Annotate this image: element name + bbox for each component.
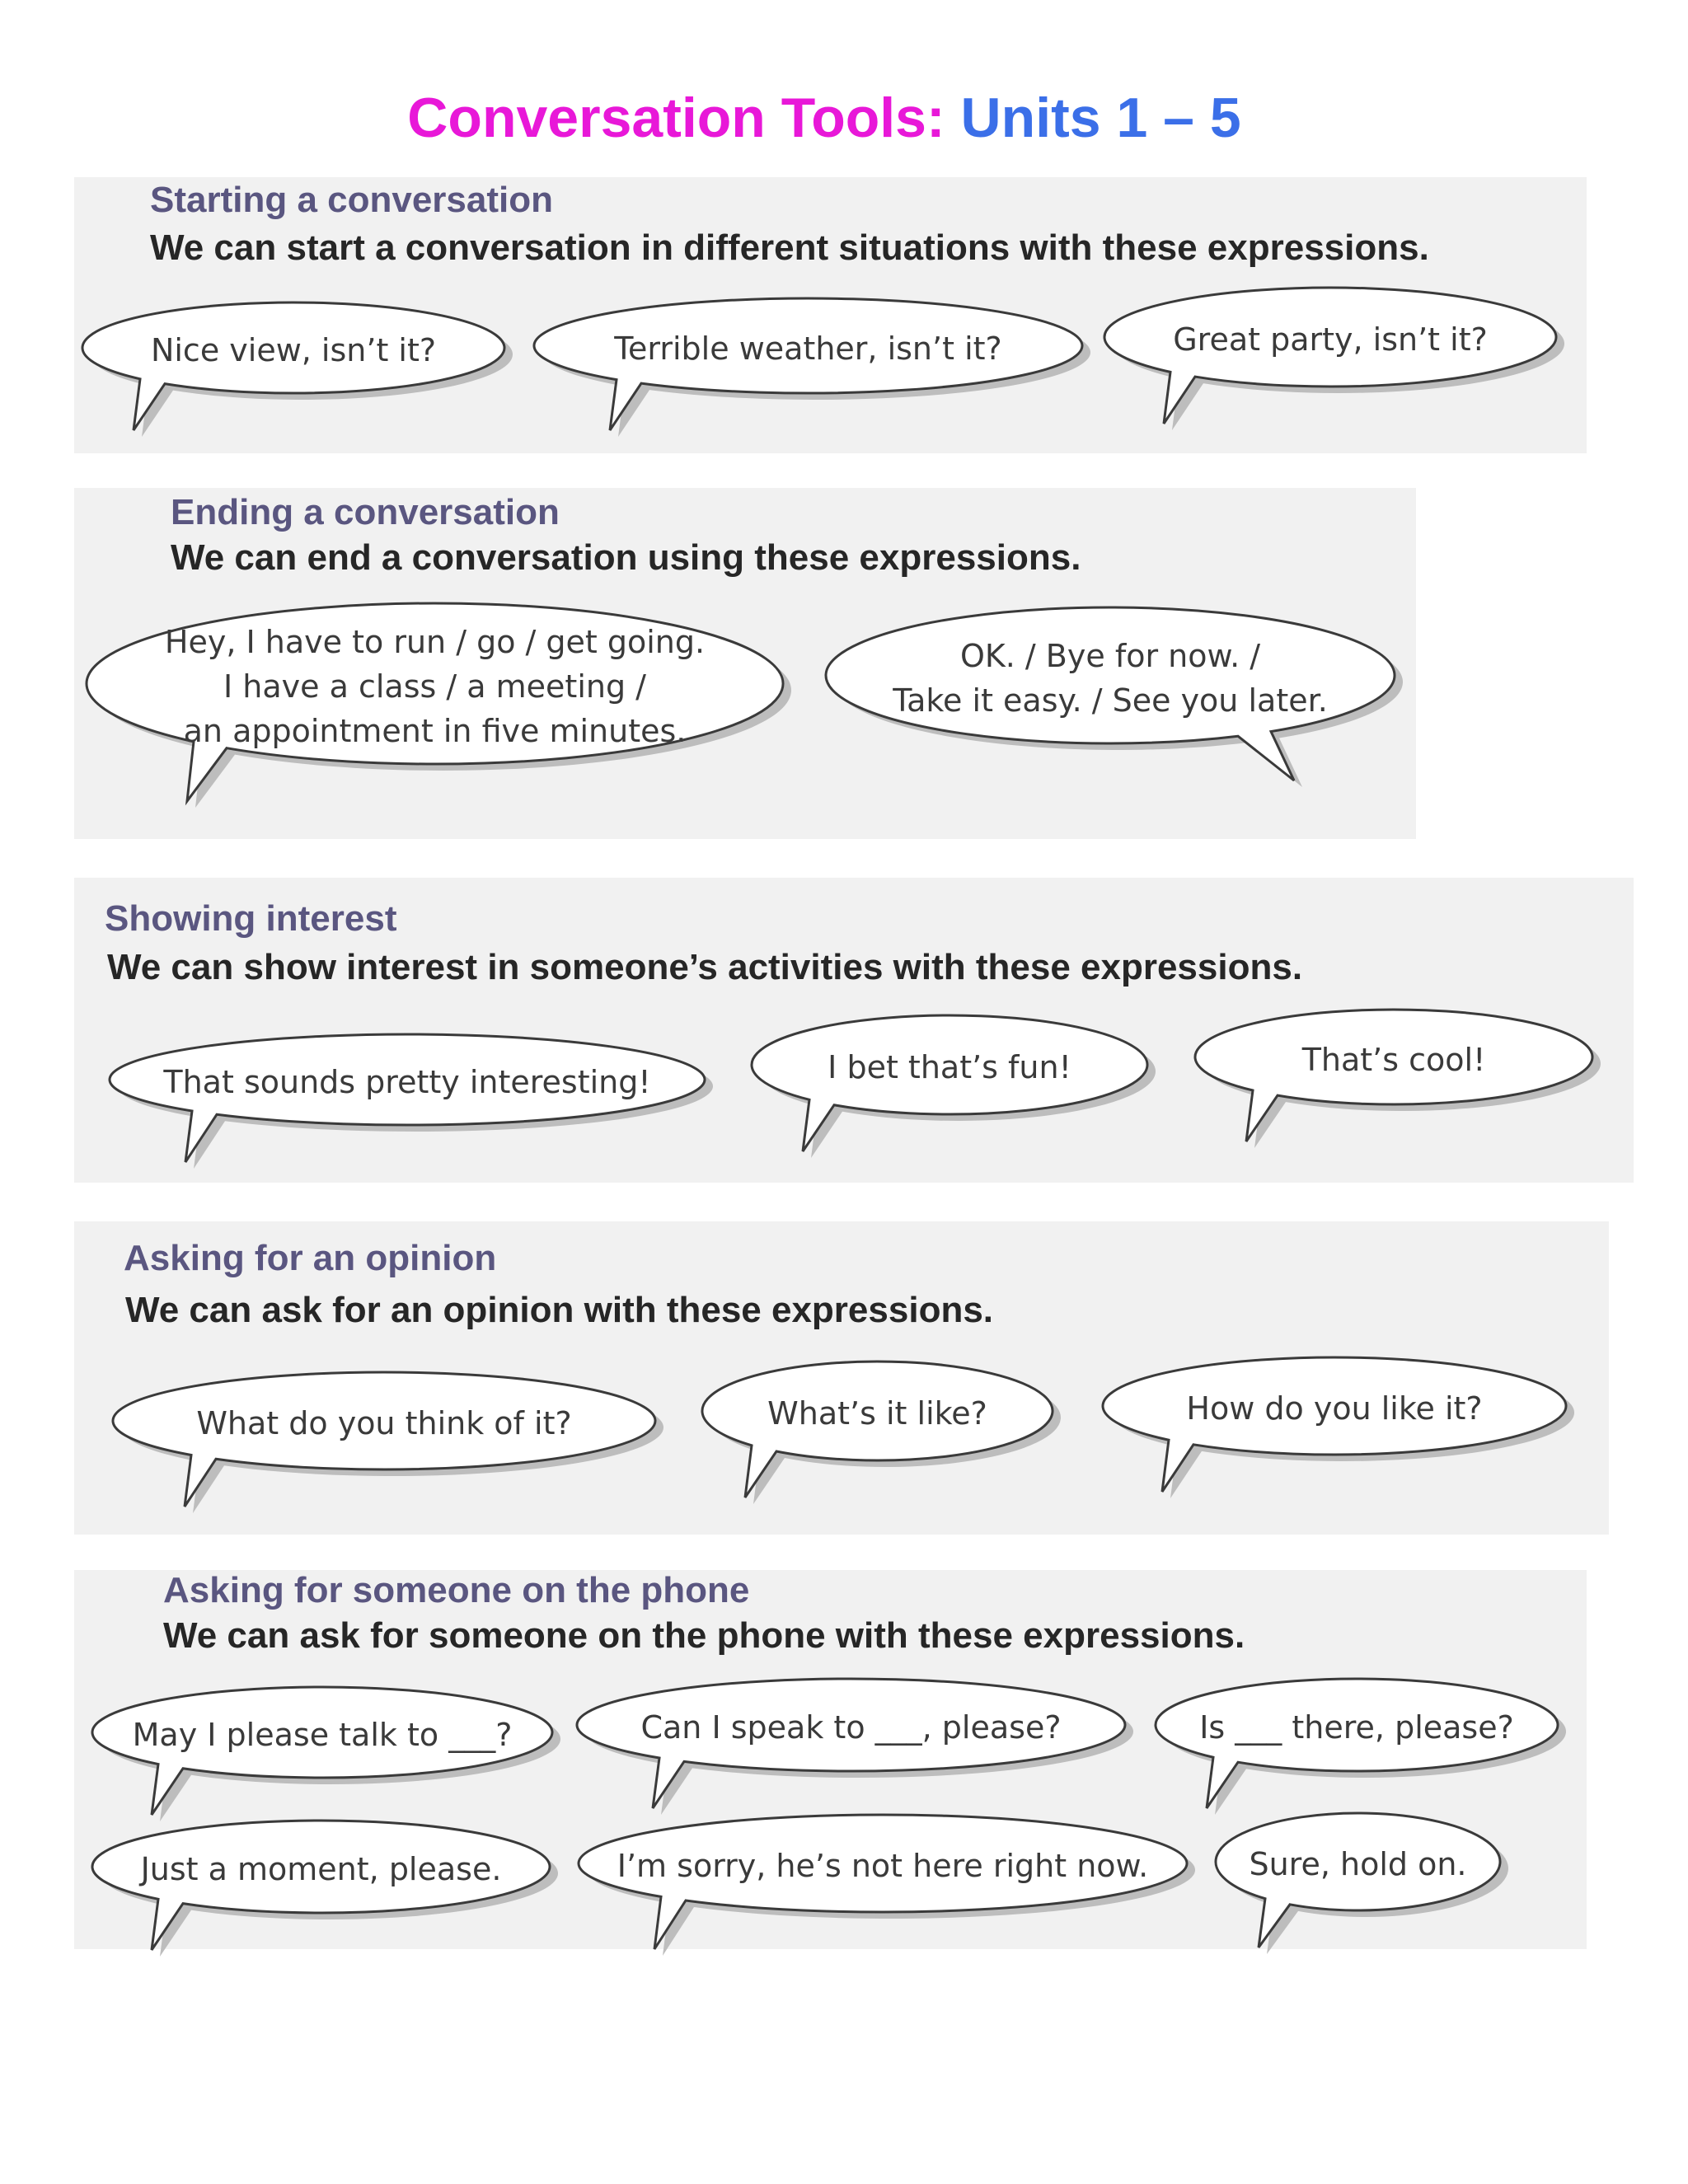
section-heading: Asking for an opinion	[124, 1238, 497, 1278]
speech-bubble-line: Can I speak to ___, please?	[640, 1709, 1062, 1746]
page-title-part2: Units 1 – 5	[960, 87, 1241, 149]
speech-bubble-text	[113, 1401, 655, 1446]
speech-bubble	[113, 1375, 655, 1472]
speech-bubble	[1216, 1816, 1500, 1913]
speech-bubble-line: May I please talk to ___?	[132, 1717, 513, 1753]
speech-bubble-text	[534, 326, 1082, 371]
speech-bubble-text	[826, 634, 1395, 723]
speech-bubble-shape	[82, 305, 516, 445]
section-heading: Ending a conversation	[171, 492, 560, 532]
speech-bubble-text	[1103, 1386, 1566, 1431]
speech-bubble-text	[1216, 1842, 1500, 1886]
speech-bubble	[1103, 1360, 1566, 1457]
speech-bubble-shape	[1156, 1681, 1569, 1823]
speech-bubble-text	[1104, 317, 1556, 362]
speech-bubble-shape	[534, 301, 1094, 445]
speech-bubble-line: Sure, hold on.	[1249, 1846, 1467, 1882]
speech-bubble	[110, 1037, 705, 1127]
speech-bubble	[87, 606, 783, 766]
speech-bubble-line: I’m sorry, he’s not here right now.	[617, 1848, 1149, 1884]
speech-bubble	[534, 301, 1082, 396]
speech-bubble-text	[579, 1844, 1187, 1888]
speech-bubble-shape	[579, 1817, 1198, 1964]
speech-bubble	[92, 1690, 552, 1780]
speech-bubble-shape	[1216, 1816, 1512, 1962]
speech-bubble-line: Terrible weather, isn’t it?	[614, 330, 1002, 367]
page-title	[0, 86, 1648, 150]
speech-bubble	[92, 1823, 550, 1915]
speech-bubble-shape	[1195, 1012, 1604, 1156]
speech-bubble-text	[1195, 1038, 1592, 1082]
speech-bubble-shape	[110, 1037, 716, 1177]
section-subheading: We can end a conversation using these expressions.	[171, 537, 1081, 578]
speech-bubble-line: Is ___ there, please?	[1199, 1709, 1514, 1746]
speech-bubble-text	[92, 1713, 552, 1757]
speech-bubble	[1104, 290, 1556, 389]
speech-bubble-shape	[1104, 290, 1568, 438]
speech-bubble-line: an appointment in five minutes.	[183, 713, 687, 749]
speech-bubble-text	[577, 1705, 1125, 1750]
speech-bubble-line: What do you think of it?	[196, 1405, 572, 1441]
section-subheading: We can ask for an opinion with these expressions.	[125, 1290, 994, 1330]
speech-bubble-shape	[92, 1823, 561, 1965]
speech-bubble-line: What’s it like?	[767, 1395, 987, 1432]
speech-bubble	[702, 1364, 1053, 1463]
speech-bubble-line: I bet that’s fun!	[828, 1049, 1071, 1085]
speech-bubble-shape	[1103, 1360, 1578, 1507]
speech-bubble	[752, 1018, 1147, 1117]
speech-bubble-line: Hey, I have to run / go / get going.	[164, 624, 706, 660]
speech-bubble-line: Just a moment, please.	[140, 1851, 502, 1887]
speech-bubble	[577, 1681, 1125, 1774]
speech-bubble-line: How do you like it?	[1186, 1390, 1483, 1427]
section-heading: Starting a conversation	[150, 180, 554, 220]
speech-bubble-line: Nice view, isn’t it?	[150, 332, 437, 368]
speech-bubble-text	[1156, 1705, 1558, 1750]
speech-bubble-line: Great party, isn’t it?	[1173, 321, 1488, 358]
speech-bubble-shape	[92, 1690, 564, 1830]
speech-bubble-line: That’s cool!	[1301, 1042, 1486, 1078]
speech-bubble-shape	[577, 1681, 1137, 1823]
speech-bubble-line: OK. / Bye for now. /	[959, 638, 1261, 674]
speech-bubble	[1195, 1012, 1592, 1107]
speech-bubble-text	[82, 328, 504, 373]
speech-bubble-text	[702, 1391, 1053, 1436]
speech-bubble-text	[110, 1060, 705, 1104]
speech-bubble	[82, 305, 504, 396]
speech-bubble	[826, 610, 1395, 746]
section-subheading: We can ask for someone on the phone with these expressions.	[163, 1615, 1245, 1656]
section-heading: Showing interest	[105, 898, 397, 939]
page-title-part1: Conversation Tools:	[407, 87, 945, 149]
speech-bubble-shape	[113, 1375, 667, 1521]
section-heading: Asking for someone on the phone	[163, 1570, 750, 1610]
speech-bubble-text	[752, 1045, 1147, 1090]
section-subheading: We can show interest in someone’s activities with these expressions.	[107, 947, 1303, 987]
section-subheading: We can start a conversation in different situations with these expressions.	[150, 227, 1429, 268]
speech-bubble-text	[92, 1847, 550, 1891]
speech-bubble-line: Take it easy. / See you later.	[893, 682, 1328, 719]
speech-bubble-text	[87, 620, 783, 753]
speech-bubble	[579, 1817, 1187, 1915]
speech-bubble-line: That sounds pretty interesting!	[163, 1064, 651, 1100]
speech-bubble	[1156, 1681, 1558, 1774]
speech-bubble-shape	[702, 1364, 1064, 1512]
speech-bubble-line: I have a class / a meeting /	[223, 668, 646, 705]
speech-bubble-shape	[752, 1018, 1159, 1166]
